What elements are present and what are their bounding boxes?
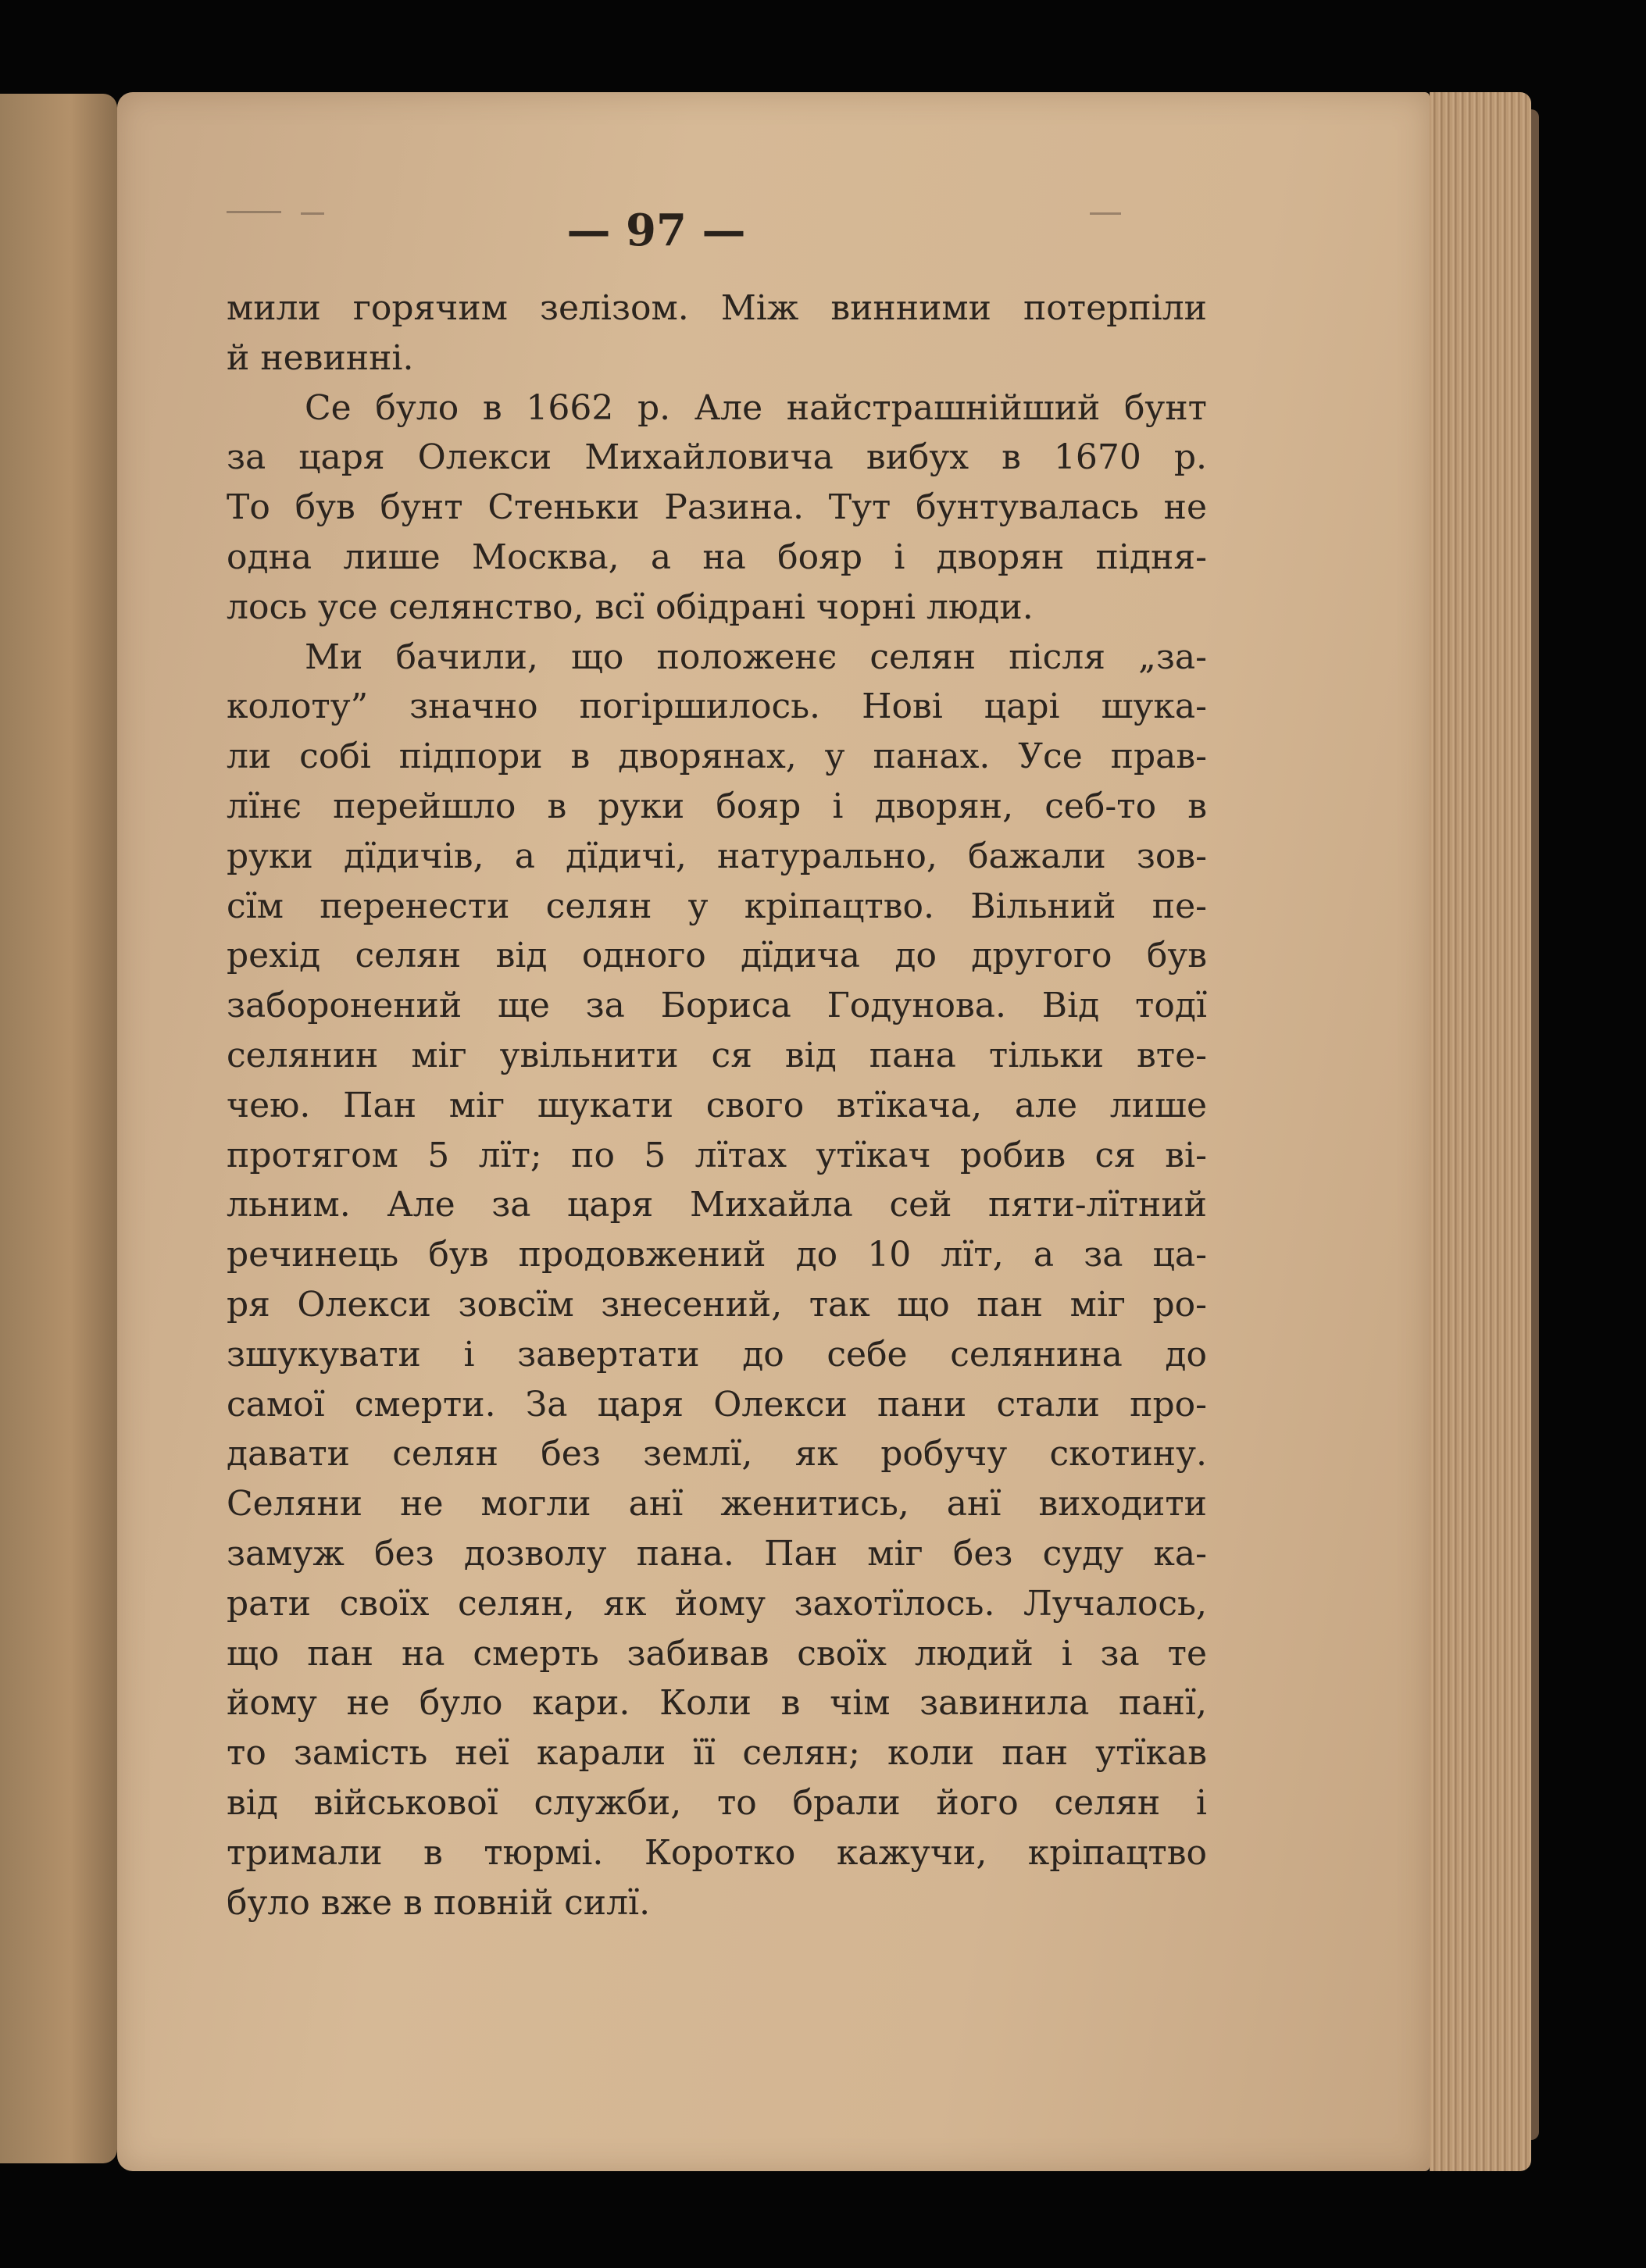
page-number: — 97 — bbox=[566, 205, 746, 256]
text-line: речинець був продовжений до 10 лїт, а за ца- bbox=[227, 1235, 1207, 1275]
text-line: То був бунт Стеньки Разина. Тут бунтувалась не bbox=[227, 487, 1207, 528]
text-line: протягом 5 лїт; по 5 лїтах утїкач робив ся ві- bbox=[227, 1135, 1207, 1175]
text-line: було вже в повній силї. bbox=[227, 1882, 651, 1923]
text-line: ли собі підпори в дворянах, у панах. Усе прав- bbox=[227, 736, 1207, 777]
text-line: ря Олекси зовсїм знесений, так що пан міг ро- bbox=[227, 1284, 1207, 1325]
text-line: Ми бачили, що положенє селян після „за- bbox=[305, 637, 1207, 677]
text-line: замуж без дозволу пана. Пан міг без суду ка- bbox=[227, 1533, 1207, 1574]
text-line: одна лише Москва, а на бояр і дворян підня- bbox=[227, 537, 1207, 577]
text-line: Се було в 1662 р. Але найстрашнійший бунт bbox=[305, 387, 1207, 428]
text-line: чею. Пан міг шукати свого втїкача, але лише bbox=[227, 1085, 1207, 1125]
text-line: йому не було кари. Коли в чім завинила панї, bbox=[227, 1683, 1207, 1724]
text-line: лось усе селянство, всї обідрані чорні люди. bbox=[227, 587, 1034, 627]
page-text bbox=[227, 284, 1207, 1927]
page-stack-edges bbox=[1430, 92, 1531, 2171]
text-line: Селяни не могли анї женитись, анї виходити bbox=[227, 1484, 1207, 1524]
text-line: тримали в тюрмі. Коротко кажучи, кріпацтво bbox=[227, 1832, 1207, 1873]
text-line: руки дїдичів, а дїдичі, натурально, бажали зов- bbox=[227, 836, 1207, 876]
text-line: за царя Олекси Михайловича вибух в 1670 р. bbox=[227, 437, 1207, 478]
text-line: мили горячим зелізом. Між винними потерпіли bbox=[227, 288, 1207, 328]
text-line: заборонений ще за Бориса Годунова. Від тодї bbox=[227, 986, 1207, 1026]
text-line: то замість неї карали її селян; коли пан утїкав bbox=[227, 1733, 1207, 1774]
text-line: давати селян без землї, як робучу скотину. bbox=[227, 1434, 1207, 1475]
text-line: зшукувати і завертати до себе селянина до bbox=[227, 1334, 1207, 1375]
text-line: рехід селян від одного дїдича до другого був bbox=[227, 936, 1207, 976]
text-line: самої смерти. За царя Олекси пани стали про- bbox=[227, 1384, 1207, 1425]
left-page-edge bbox=[0, 94, 117, 2163]
text-line: сїм перенести селян у кріпацтво. Вільний пе- bbox=[227, 886, 1207, 926]
text-line: селянин міг увільнити ся від пана тільки вте- bbox=[227, 1035, 1207, 1075]
text-line: від військової служби, то брали його селян і bbox=[227, 1782, 1207, 1823]
text-line: рати своїх селян, як йому захотїлось. Лучалось, bbox=[227, 1583, 1207, 1624]
text-line: колоту” значно погіршилось. Нові царі шука- bbox=[227, 686, 1207, 727]
text-line: лїнє перейшло в руки бояр і дворян, себ-то в bbox=[227, 786, 1207, 826]
text-line: й невинні. bbox=[227, 337, 414, 378]
text-line: що пан на смерть забивав своїх людий і за те bbox=[227, 1633, 1207, 1674]
text-line: льним. Але за царя Михайла сей пяти-лїтний bbox=[227, 1185, 1207, 1225]
